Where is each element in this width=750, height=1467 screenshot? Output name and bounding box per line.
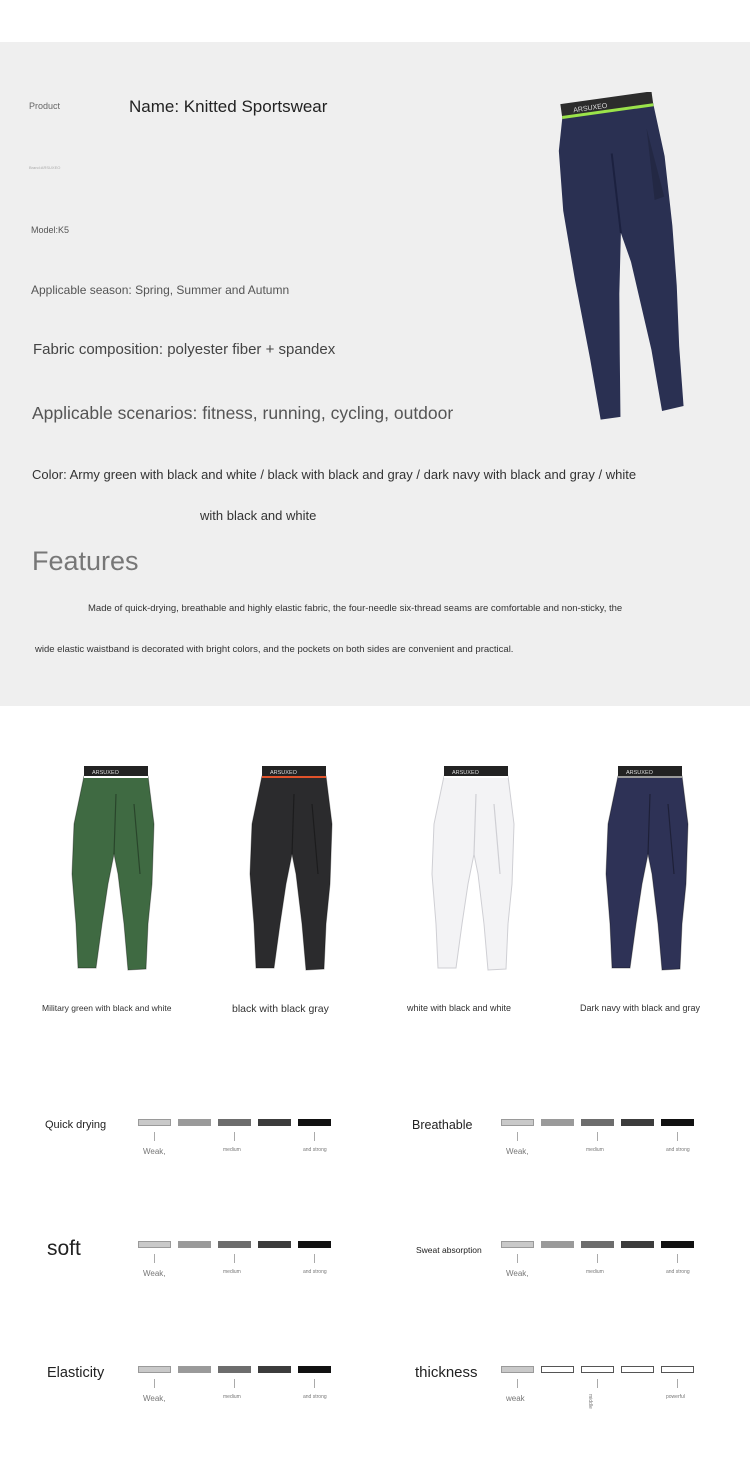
rating-tick bbox=[517, 1379, 518, 1388]
waistband-stripe bbox=[444, 776, 508, 778]
rating-scale-label: and strong bbox=[303, 1394, 327, 1400]
rating-scale-label: Weak, bbox=[506, 1147, 529, 1156]
rating-scale-label: weak bbox=[506, 1394, 525, 1403]
rating-level-bar bbox=[581, 1366, 614, 1373]
waistband-brand: ARSUXEO bbox=[626, 770, 653, 776]
rating-level-bar bbox=[178, 1119, 211, 1126]
rating-level-bar bbox=[541, 1366, 574, 1373]
variant-leggings-image bbox=[62, 764, 162, 974]
rating-tick bbox=[154, 1379, 155, 1388]
rating-scale-label: Weak, bbox=[143, 1394, 166, 1403]
variant-caption: Dark navy with black and gray bbox=[580, 1003, 701, 1013]
variant-leggings-image bbox=[240, 764, 340, 974]
rating-scale-label: medium bbox=[586, 1269, 604, 1275]
waistband-brand: ARSUXEO bbox=[92, 770, 119, 776]
rating-scale-label: medium bbox=[223, 1147, 241, 1153]
rating-label: Quick drying bbox=[45, 1119, 107, 1131]
rating-tick bbox=[234, 1254, 235, 1263]
rating-tick bbox=[517, 1132, 518, 1141]
variant-leggings-image bbox=[596, 764, 696, 974]
rating-tick bbox=[314, 1132, 315, 1141]
rating-scale-label: Weak, bbox=[143, 1147, 166, 1156]
rating-tick bbox=[314, 1254, 315, 1263]
rating-label: Elasticity bbox=[47, 1365, 105, 1381]
fabric-label: Fabric composition: polyester fiber + spandex bbox=[33, 341, 336, 358]
waistband-stripe bbox=[84, 776, 148, 778]
rating-tick bbox=[314, 1379, 315, 1388]
rating-tick bbox=[234, 1132, 235, 1141]
season-label: Applicable season: Spring, Summer and Autumn bbox=[31, 283, 290, 297]
rating-level-bar bbox=[621, 1366, 654, 1373]
rating-level-bar bbox=[501, 1119, 534, 1126]
rating-tick bbox=[154, 1254, 155, 1263]
waistband-stripe bbox=[618, 776, 682, 778]
features-text: Made of quick-drying, breathable and highly elastic fabric, the four-needle six-thread seams are comfortable and non-sticky, the bbox=[88, 603, 623, 614]
rating-scale-label: powerful bbox=[666, 1394, 685, 1400]
rating-level-bar bbox=[621, 1241, 654, 1248]
rating-level-bar bbox=[138, 1366, 171, 1373]
rating-level-bar bbox=[298, 1366, 331, 1373]
rating-scale-label: middle bbox=[587, 1394, 593, 1409]
rating-level-bar bbox=[178, 1366, 211, 1373]
rating-scale-label: medium bbox=[223, 1269, 241, 1275]
rating-level-bar bbox=[501, 1241, 534, 1248]
rating-tick bbox=[597, 1254, 598, 1263]
rating-level-bar bbox=[138, 1119, 171, 1126]
rating-level-bar bbox=[541, 1241, 574, 1248]
color-options-text-cont: with black and white bbox=[200, 508, 317, 523]
rating-level-bar bbox=[298, 1119, 331, 1126]
rating-label: thickness bbox=[415, 1364, 478, 1381]
rating-level-bar bbox=[661, 1119, 694, 1126]
rating-tick bbox=[597, 1132, 598, 1141]
rating-label: Breathable bbox=[412, 1118, 473, 1132]
rating-scale-label: and strong bbox=[666, 1147, 690, 1153]
color-options-text: Color: Army green with black and white / black with black and gray / dark navy with black and gray / white bbox=[32, 467, 637, 482]
rating-level-bar bbox=[621, 1119, 654, 1126]
rating-level-bar bbox=[581, 1241, 614, 1248]
rating-level-bar bbox=[541, 1119, 574, 1126]
leggings-body bbox=[250, 776, 332, 970]
rating-label: soft bbox=[47, 1237, 81, 1260]
rating-scale-label: and strong bbox=[666, 1269, 690, 1275]
features-heading: Features bbox=[32, 546, 139, 576]
features-text-cont: wide elastic waistband is decorated with bright colors, and the pockets on both sides are convenient and practical. bbox=[35, 644, 514, 655]
waistband-brand: ARSUXEO bbox=[270, 770, 297, 776]
rating-tick bbox=[154, 1132, 155, 1141]
rating-scale-label: and strong bbox=[303, 1269, 327, 1275]
rating-level-bar bbox=[661, 1241, 694, 1248]
brand-label: Brand:ARSUXEO bbox=[29, 165, 61, 170]
leggings-body bbox=[72, 776, 154, 970]
variant-caption: white with black and white bbox=[407, 1003, 512, 1013]
rating-scale-label: medium bbox=[223, 1394, 241, 1400]
waistband-stripe bbox=[262, 776, 326, 778]
product-name: Name: Knitted Sportswear bbox=[129, 97, 328, 116]
rating-tick bbox=[597, 1379, 598, 1388]
rating-tick bbox=[677, 1379, 678, 1388]
variant-leggings-image bbox=[422, 764, 522, 974]
product-label: Product bbox=[29, 101, 61, 111]
rating-tick bbox=[517, 1254, 518, 1263]
hero-leggings-image bbox=[555, 92, 705, 427]
rating-scale-label: and strong bbox=[303, 1147, 327, 1153]
rating-scale-label: Weak, bbox=[143, 1269, 166, 1278]
leggings-body bbox=[606, 776, 688, 970]
rating-level-bar bbox=[258, 1119, 291, 1126]
model-label: Model:K5 bbox=[31, 225, 70, 235]
leggings-body bbox=[432, 776, 514, 970]
rating-scale-label: Weak, bbox=[506, 1269, 529, 1278]
waistband-brand: ARSUXEO bbox=[452, 770, 479, 776]
rating-tick bbox=[677, 1132, 678, 1141]
rating-level-bar bbox=[581, 1119, 614, 1126]
rating-level-bar bbox=[178, 1241, 211, 1248]
rating-level-bar bbox=[501, 1366, 534, 1373]
rating-level-bar bbox=[258, 1241, 291, 1248]
rating-scale-label: medium bbox=[586, 1147, 604, 1153]
rating-level-bar bbox=[138, 1241, 171, 1248]
rating-level-bar bbox=[661, 1366, 694, 1373]
rating-label: Sweat absorption bbox=[416, 1245, 482, 1255]
rating-level-bar bbox=[218, 1241, 251, 1248]
rating-tick bbox=[677, 1254, 678, 1263]
rating-level-bar bbox=[218, 1119, 251, 1126]
rating-level-bar bbox=[218, 1366, 251, 1373]
rating-level-bar bbox=[258, 1366, 291, 1373]
hero-brand-text: ARSUXEO bbox=[572, 102, 608, 115]
variant-caption: black with black gray bbox=[232, 1003, 329, 1015]
rating-level-bar bbox=[298, 1241, 331, 1248]
scenarios-label: Applicable scenarios: fitness, running, cycling, outdoor bbox=[32, 403, 454, 423]
rating-tick bbox=[234, 1379, 235, 1388]
variant-caption: Military green with black and white bbox=[42, 1003, 172, 1013]
